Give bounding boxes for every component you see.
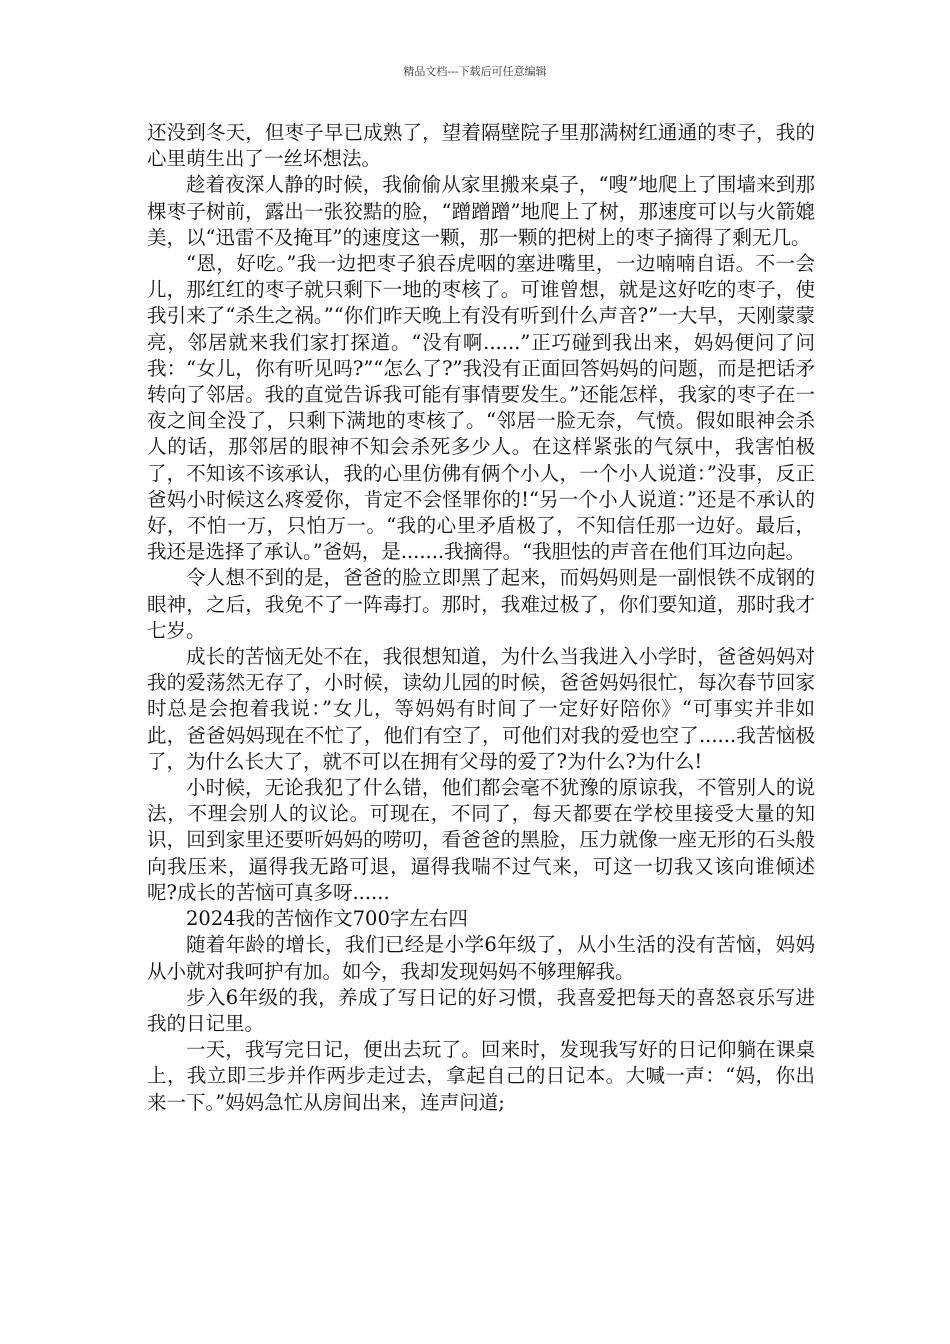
paragraph: 趁着夜深人静的时候，我偷偷从家里搬来桌子，“嗖”地爬上了围墙来到那棵枣子树前，露出一张狡黠的脸，“蹭蹭蹭”地爬上了树，那速度可以与火箭媲美，以“迅雷不及掩耳”的速度这一颗，那一颗的把树上的枣子摘得了剩无几。 — [147, 173, 815, 249]
page-header: 精品文档---下载后可任意编辑 — [403, 65, 547, 78]
paragraph: “恩，好吃。”我一边把枣子狼吞虎咽的塞进嘴里，一边喃喃自语。不一会儿，那红红的枣子就只剩下一地的枣核了。可谁曾想，就是这好吃的枣子，使我引来了“杀生之祸。”“你们昨天晚上有没有听到什么声音?”一大早，天刚蒙蒙亮，邻居就来我们家打探道。“没有啊......”正巧碰到我出来，妈妈便问了问我：“女儿，你有听见吗?”“怎么了?”我没有正面回答妈妈的问题，而是把话矛转向了邻居。我的直觉告诉我可能有事情要发生。”还能怎样，我家的枣子在一夜之间全没了，只剩下满地的枣核了。“邻居一脸无奈，气愤。假如眼神会杀人的话，那邻居的眼神不知会杀死多少人。在这样紧张的气氛中，我害怕极了，不知该不该承认，我的心里仿佛有俩个小人，一个小人说道：”没事，反正爸妈小时候这么疼爱你，肯定不会怪罪你的!“另一个小人说道：”还是不承认的好，不怕一万，只怕万一。“我的心里矛盾极了，不知信任那一边好。最后，我还是选择了承认。”爸妈，是.......我摘得。“我胆怯的声音在他们耳边向起。 — [147, 252, 815, 564]
paragraph: 还没到冬天，但枣子早已成熟了，望着隔壁院子里那满树红通通的枣子，我的心里萌生出了一丝坏想法。 — [147, 121, 815, 171]
paragraph: 步入6年级的我，养成了写日记的好习惯，我喜爱把每天的喜怒哀乐写进我的日记里。 — [147, 985, 815, 1035]
paragraph: 小时候，无论我犯了什么错，他们都会毫不犹豫的原谅我，不管别人的说法，不理会别人的议论。可现在，不同了，每天都要在学校里接受大量的知识，回到家里还要听妈妈的唠叨，看爸爸的黑脸，压力就像一座无形的石头般向我压来，逼得我无路可退，逼得我喘不过气来，可这一切我又该向谁倾述呢?成长的苦恼可真多呀...... — [147, 776, 815, 904]
document-body — [147, 120, 815, 1116]
paragraph: 成长的苦恼无处不在，我很想知道，为什么当我进入小学时，爸爸妈妈对我的爱荡然无存了，小时候，读幼儿园的时候，爸爸妈妈很忙，每次春节回家时总是会抱着我说：”女儿，等妈妈有时间了一定好好陪你》“可事实并非如此，爸爸妈妈现在不忙了，他们有空了，可他们对我的爱也空了......我苦恼极了，为什么长大了，就不可以在拥有父母的爱了?为什么?为什么! — [147, 645, 815, 773]
section-title: 2024我的苦恼作文700字左右四 — [186, 907, 468, 931]
paragraph: 令人想不到的是，爸爸的脸立即黑了起来，而妈妈则是一副恨铁不成钢的眼神，之后，我免不了一阵毒打。那时，我难过极了，你们要知道，那时我才七岁。 — [147, 566, 815, 642]
paragraph: 一天，我写完日记，便出去玩了。回来时，发现我写好的日记仰躺在课桌上，我立即三步并作两步走过去，拿起自己的日记本。大喊一声：“妈，你出来一下。”妈妈急忙从房间出来，连声问道; — [147, 1038, 815, 1114]
paragraph: 随着年龄的增长，我们已经是小学6年级了，从小生活的没有苦恼，妈妈从小就对我呵护有加。如今，我却发现妈妈不够理解我。 — [147, 933, 815, 983]
